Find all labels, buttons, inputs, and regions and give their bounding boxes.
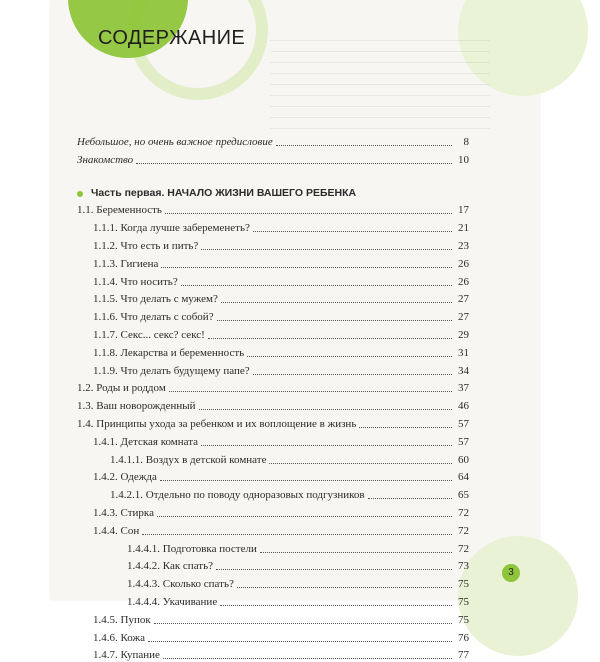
toc-entry-page: 65 — [458, 489, 469, 502]
dot-leader — [157, 516, 452, 517]
dot-leader — [148, 641, 452, 642]
toc-entry-title: 1.1.8. Лекарства и беременность — [93, 346, 245, 359]
dot-leader — [142, 534, 452, 535]
toc-entry-page: 27 — [458, 293, 469, 306]
toc-entry-title: 1.3. Ваш новорожденный — [77, 400, 196, 413]
toc-entry-page: 34 — [458, 364, 469, 377]
toc-entry-title: 1.4.3. Стирка — [93, 506, 154, 519]
toc-entry-page: 26 — [458, 275, 469, 288]
toc-entry-title: 1.4.4.1. Подготовка постели — [127, 542, 257, 555]
dot-leader — [160, 480, 452, 481]
toc-entry-page: 73 — [458, 560, 469, 573]
toc-entry-page: 8 — [463, 135, 469, 148]
toc-entry-title: 1.4.4.4. Укачивание — [127, 595, 218, 608]
toc-entry-title: 1.1.4. Что носить? — [93, 275, 178, 288]
toc-entry — [77, 556, 469, 574]
toc-entry-title: 1.4.2. Одежда — [93, 471, 157, 484]
toc-entry-title: 1.4.1. Детская комната — [93, 435, 199, 448]
toc-entry-title: 1.1.6. Что делать с собой? — [93, 311, 214, 324]
toc-entry — [77, 235, 469, 253]
dot-leader — [247, 356, 452, 357]
toc-entry-page: 17 — [458, 204, 469, 217]
dot-leader — [201, 249, 452, 250]
toc-entry-page: 31 — [458, 346, 469, 359]
toc-entry-page: 75 — [458, 595, 469, 608]
toc-entry-page: 75 — [458, 613, 469, 626]
toc-entry-title: 1.1.1. Когда лучше забеременеть? — [93, 222, 250, 235]
toc-entry — [77, 271, 469, 289]
dot-leader — [237, 587, 452, 588]
toc-entry — [77, 573, 469, 591]
dot-leader — [169, 391, 452, 392]
toc-entry-page: 23 — [458, 239, 469, 252]
dot-leader — [269, 463, 452, 464]
toc-entry-title: 1.2. Роды и роддом — [77, 382, 166, 395]
toc-entry-title: 1.1.2. Что есть и пить? — [93, 239, 199, 252]
toc-entry-page: 21 — [458, 222, 469, 235]
part-heading-text: Часть первая. НАЧАЛО ЖИЗНИ ВАШЕГО РЕБЕНКА — [91, 186, 357, 199]
dot-leader — [181, 285, 452, 286]
spacer — [77, 167, 469, 178]
toc-entry — [77, 378, 469, 396]
dot-leader — [260, 552, 452, 553]
dot-leader — [216, 569, 452, 570]
toc-entry-title: 1.1. Беременность — [77, 204, 162, 217]
toc-entry-title: 1.4.7. Купание — [93, 649, 160, 662]
part-heading — [77, 178, 469, 200]
toc-entry-page: 75 — [458, 578, 469, 591]
toc-entry-title: 1.1.5. Что делать с мужем? — [93, 293, 218, 306]
dot-leader — [253, 231, 452, 232]
toc-entry — [77, 449, 469, 467]
page-number-badge: 3 — [502, 564, 520, 582]
toc-entry-title: 1.4. Принципы ухода за ребенком и их воплощение в жизнь — [77, 417, 357, 430]
dot-leader — [253, 374, 452, 375]
toc-entry — [77, 324, 469, 342]
dot-leader — [201, 445, 452, 446]
toc-entry-page: 76 — [458, 631, 469, 644]
toc-entry-page: 57 — [458, 435, 469, 448]
toc-entry — [77, 289, 469, 307]
dot-leader — [220, 605, 452, 606]
toc-entry-page: 46 — [458, 400, 469, 413]
toc-entry-page: 29 — [458, 328, 469, 341]
toc-entry-title: 1.4.4.2. Как спать? — [127, 560, 213, 573]
toc-entry — [77, 538, 469, 556]
dot-leader — [199, 409, 452, 410]
bullet-dot-icon — [77, 191, 83, 197]
toc-entry-page: 57 — [458, 417, 469, 430]
toc-entry-title: 1.4.4.3. Сколько спать? — [127, 578, 234, 591]
toc-entry — [77, 200, 469, 218]
table-of-contents — [77, 131, 469, 662]
toc-entry — [77, 253, 469, 271]
dot-leader — [359, 427, 452, 428]
toc-entry-page: 72 — [458, 524, 469, 537]
toc-entry — [77, 627, 469, 645]
toc-entry-page: 26 — [458, 257, 469, 270]
toc-entry-page: 27 — [458, 311, 469, 324]
toc-entry-title: 1.4.1.1. Воздух в детской комнате — [110, 453, 267, 466]
toc-entry-page: 77 — [458, 649, 469, 662]
toc-entry-acquaintance — [77, 149, 469, 167]
toc-entry-title: 1.1.7. Секс... секс? секс! — [93, 328, 205, 341]
toc-entry — [77, 431, 469, 449]
dot-leader — [221, 302, 452, 303]
dot-leader — [163, 658, 452, 659]
toc-entry — [77, 306, 469, 324]
decorative-corner-circle — [458, 536, 578, 656]
toc-entry — [77, 609, 469, 627]
dot-leader — [217, 320, 452, 321]
toc-entry — [77, 342, 469, 360]
toc-entry-title: 1.4.4. Сон — [93, 524, 140, 537]
toc-entry-title: 1.4.6. Кожа — [93, 631, 145, 644]
toc-entry — [77, 467, 469, 485]
toc-entry-page: 10 — [458, 153, 469, 166]
toc-entry-page: 37 — [458, 382, 469, 395]
toc-entry-title: 1.1.9. Что делать будущему папе? — [93, 364, 250, 377]
toc-entry-page: 72 — [458, 542, 469, 555]
toc-entry — [77, 520, 469, 538]
toc-entry-preface — [77, 131, 469, 149]
toc-entry — [77, 395, 469, 413]
dot-leader — [368, 498, 452, 499]
toc-entry — [77, 413, 469, 431]
toc-entry-title: 1.1.3. Гигиена — [93, 257, 159, 270]
toc-entry-page: 64 — [458, 471, 469, 484]
toc-entry — [77, 484, 469, 502]
toc-entry — [77, 217, 469, 235]
toc-entry-title: 1.4.5. Пупок — [93, 613, 151, 626]
toc-entry-page: 60 — [458, 453, 469, 466]
toc-entry — [77, 360, 469, 378]
book-page — [50, 0, 540, 662]
toc-entry-title: Небольшое, но очень важное предисловие — [77, 135, 273, 148]
bleed-through-text — [270, 40, 490, 130]
toc-entry — [77, 502, 469, 520]
dot-leader — [154, 623, 452, 624]
toc-entry-title: 1.4.2.1. Отдельно по поводу одноразовых подгузников — [110, 489, 365, 502]
dot-leader — [136, 163, 452, 164]
dot-leader — [208, 338, 452, 339]
toc-entry-page: 72 — [458, 506, 469, 519]
toc-entry — [77, 645, 469, 662]
toc-entry — [77, 591, 469, 609]
dot-leader — [161, 267, 452, 268]
toc-entry-title: Знакомство — [77, 153, 134, 166]
page-title: СОДЕРЖАНИЕ — [98, 27, 246, 49]
dot-leader — [165, 213, 452, 214]
dot-leader — [276, 145, 452, 146]
